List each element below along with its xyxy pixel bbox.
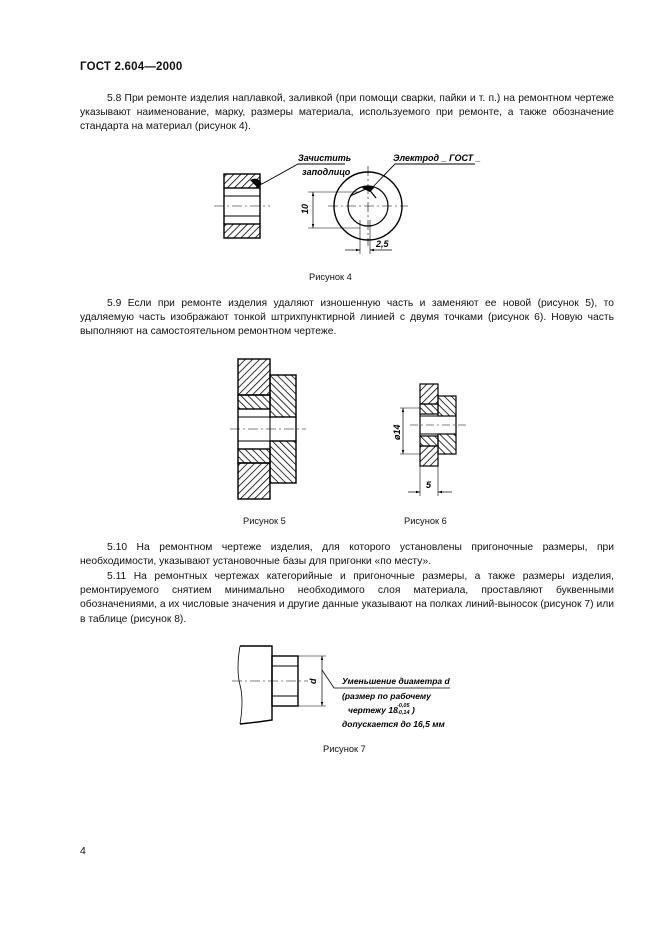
document-header: ГОСТ 2.604—2000 [80, 61, 183, 73]
figure-7-drawing [230, 640, 470, 730]
fig4-label-clean-1: Зачистить [298, 153, 352, 163]
figure-7-caption: Рисунок 7 [323, 744, 366, 754]
section-5-11 [80, 570, 614, 627]
fig4-dim-width: 2,5 [376, 239, 389, 249]
fig7-note-3-b: ) [412, 705, 415, 715]
fig4-label-clean-2: заподлицо [302, 167, 351, 177]
fig7-note-4: допускается до 16,5 мм [342, 719, 445, 729]
fig7-note-3-a: чертежу 18 [348, 705, 398, 715]
fig4-label-electrode: Электрод _ ГОСТ _ [393, 153, 481, 163]
figure-5-drawing [228, 355, 308, 505]
figure-4-caption: Рисунок 4 [309, 272, 352, 282]
fig6-dim-width: 5 [426, 480, 432, 490]
fig4-dim-height: 10 [300, 203, 310, 214]
figure-6-caption: Рисунок 6 [404, 516, 447, 526]
section-5-9 [80, 297, 614, 340]
section-5-8-text: 5.8 При ремонте изделия наплавкой, заливкой (при помощи сварки, пайки и т. п.) на ремонтном чертеже указывают наименование, марку, размеры материала, используемого при ремонте, а также обозначение стандарта на материал (рисунок 4). [80, 93, 614, 133]
fig7-dim-letter: d [308, 678, 318, 684]
section-5-10-text: 5.10 На ремонтном чертеже изделия, для которого установлены пригоночные размеры, при необходимости, указывают установочные базы для пригонки «по месту». [80, 542, 614, 568]
section-5-9-text: 5.9 Если при ремонте изделия удаляют изношенную часть и заменяют ее новой (рисунок 5), то удаляемую часть изображают тонкой штрихпунктирной линией с двумя точками (рисунок 6). Новую часть выполняют на самостоятельном ремонтном чертеже. [80, 298, 614, 338]
section-5-10 [80, 541, 614, 569]
fig7-note-3-sub: -0,14 [397, 710, 410, 716]
fig7-note-1: Уменьшение диаметра d [342, 676, 450, 686]
figure-6-drawing [390, 378, 480, 503]
fig7-note-3-sup: -0,05 [397, 703, 410, 709]
fig6-dim-diameter: ø14 [392, 424, 402, 440]
figure-4-drawing [210, 148, 510, 263]
section-5-8 [80, 92, 614, 135]
page-number: 4 [80, 845, 86, 857]
fig7-note-2: (размер по рабочему [342, 691, 431, 701]
section-5-11-text: 5.11 На ремонтных чертежах категорийные и пригоночные размеры, а также размеры изделия, ремонтируемого снятием минимально необходимого слоя материала, проставляют буквенными обозначениями, а их числовые значения и другие данные указывают на полках линий-выносок (рисунок 7) или в таблице (рисунок 8). [80, 571, 614, 625]
figure-5-caption: Рисунок 5 [243, 516, 286, 526]
